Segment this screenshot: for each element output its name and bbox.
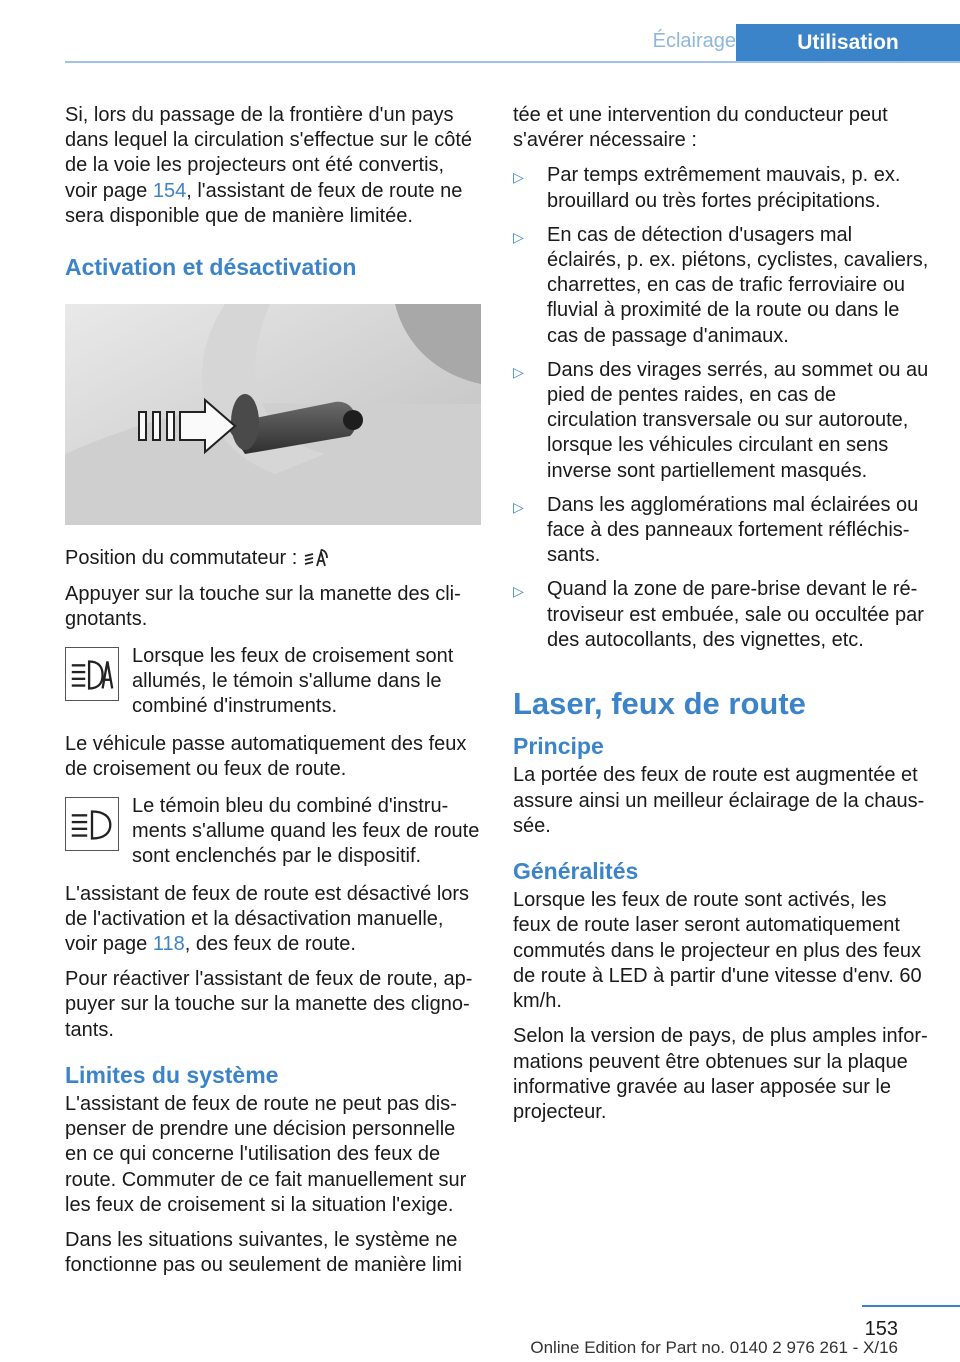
right-column — [513, 103, 929, 1135]
list-item: ▷ Par temps extrêmement mauvais, p. ex. brouillard ou très fortes précipitations. — [513, 164, 901, 212]
list-item: ▷ Quand la zone de pare-brise devant le rétroviseur est embuée, sale ou occultée par des autocollants, des vignettes, etc. — [513, 578, 924, 651]
left-column — [65, 103, 481, 1289]
heading-general: Généralités — [513, 858, 639, 885]
footer-rule — [862, 1305, 960, 1307]
reactivate-paragraph: Pour réactiver l'assistant de feux de route, appuyer sur la touche sur la manette des clignotants. — [65, 968, 473, 1041]
continuation-text: tée et une intervention du conducteur peut s'avérer nécessaire : — [513, 104, 888, 152]
bullet-triangle-icon: ▷ — [513, 228, 524, 245]
indicator-note-1-text: Lorsque les feux de croisement sont allumés, le témoin s'allume dans le combiné d'instruments. — [132, 645, 454, 718]
high-beam-indicator-icon — [65, 797, 119, 851]
bullet-triangle-icon: ▷ — [513, 498, 524, 515]
intro-paragraph: Si, lors du passage de la frontière d'un pays dans lequel la circulation s'effectue sur le côté de la voie les projecteurs ont été convertis, voir page 154, l'assistant de feux de route ne sera disponible que de manière limitée. — [65, 104, 473, 227]
heading-principe: Principe — [513, 733, 604, 760]
general-paragraph-1: Lorsque les feux de route sont activés, les feux de route laser seront automatiquement commutés dans le projecteur en plus des feux de route à LED à partir d'une vitesse d'env. 60 km/h. — [513, 889, 922, 1013]
deactivation-paragraph: L'assistant de feux de route est désactivé lors de l'activation et la désactivation manuelle, voir page 118, des feux de route. — [65, 882, 470, 956]
edition-line: Online Edition for Part no. 0140 2 976 261 - X/16 — [530, 1338, 898, 1357]
limitations-list — [513, 163, 929, 653]
page-link-118[interactable]: 118 — [152, 933, 185, 956]
principe-text: La portée des feux de route est augmentée et assure ainsi un meilleur éclairage de la chaussée. — [513, 764, 925, 837]
bullet-triangle-icon: ▷ — [513, 583, 524, 600]
auto-switch-text: Le véhicule passe automatiquement des feux de croisement ou feux de route. — [65, 732, 467, 780]
indicator-note-1 — [65, 644, 481, 720]
heading-activation: Activation et désactivation — [65, 254, 357, 281]
switch-stalk-figure — [65, 304, 481, 525]
high-beam-assist-icon — [303, 548, 329, 570]
page-link-154[interactable]: 154 — [152, 179, 187, 202]
indicator-note-2 — [65, 794, 481, 870]
list-item: ▷ En cas de détection d'usagers mal éclairés, p. ex. piétons, cyclistes, cavaliers, charrettes, en cas de trafic ferroviaire ou fluvial à proximité de la route ou dans le cas de passage d'animaux. — [513, 223, 929, 347]
heading-laser: Laser, feux de route — [513, 686, 806, 722]
header-tab: Utilisation — [736, 24, 960, 61]
limits-paragraph-1: L'assistant de feux de route ne peut pas dispenser de prendre une décision personnelle en ce qui concerne l'utilisation des feux de route. Commuter de ce fait manuellement sur les feux de croisement si la situation l'exige. — [65, 1093, 467, 1216]
list-item: ▷ Dans les agglomérations mal éclairées ou face à des panneaux fortement réfléchissants. — [513, 493, 919, 567]
high-beam-assistant-indicator-icon — [65, 647, 119, 701]
bullet-triangle-icon: ▷ — [513, 169, 524, 186]
press-key-text: Appuyer sur la touche sur la manette des clignotants. — [65, 582, 461, 630]
page-number: 153 — [864, 1318, 898, 1340]
bullet-triangle-icon: ▷ — [513, 363, 524, 380]
general-paragraph-2: Selon la version de pays, de plus amples informations peuvent être obtenues sur la plaque informative gravée au laser apposée sur le projecteur. — [513, 1025, 928, 1123]
header-rule — [65, 61, 960, 63]
header-section: Éclairage — [652, 30, 736, 52]
switch-position-line: Position du commutateur : — [65, 546, 481, 571]
list-item: ▷ Dans des virages serrés, au sommet ou au pied de pentes raides, en cas de circulation transversale ou sur autoroute, lorsque les véhicules circulant en sens inverse sont partiellement masqués. — [513, 358, 929, 482]
heading-limits: Limites du système — [65, 1061, 279, 1088]
limits-paragraph-2: Dans les situations suivantes, le système ne fonctionne pas ou seulement de manière limi — [65, 1229, 462, 1277]
indicator-note-2-text: Le témoin bleu du combiné d'instruments s'allume quand les feux de route sont enclenchés par le dispositif. — [132, 795, 480, 868]
